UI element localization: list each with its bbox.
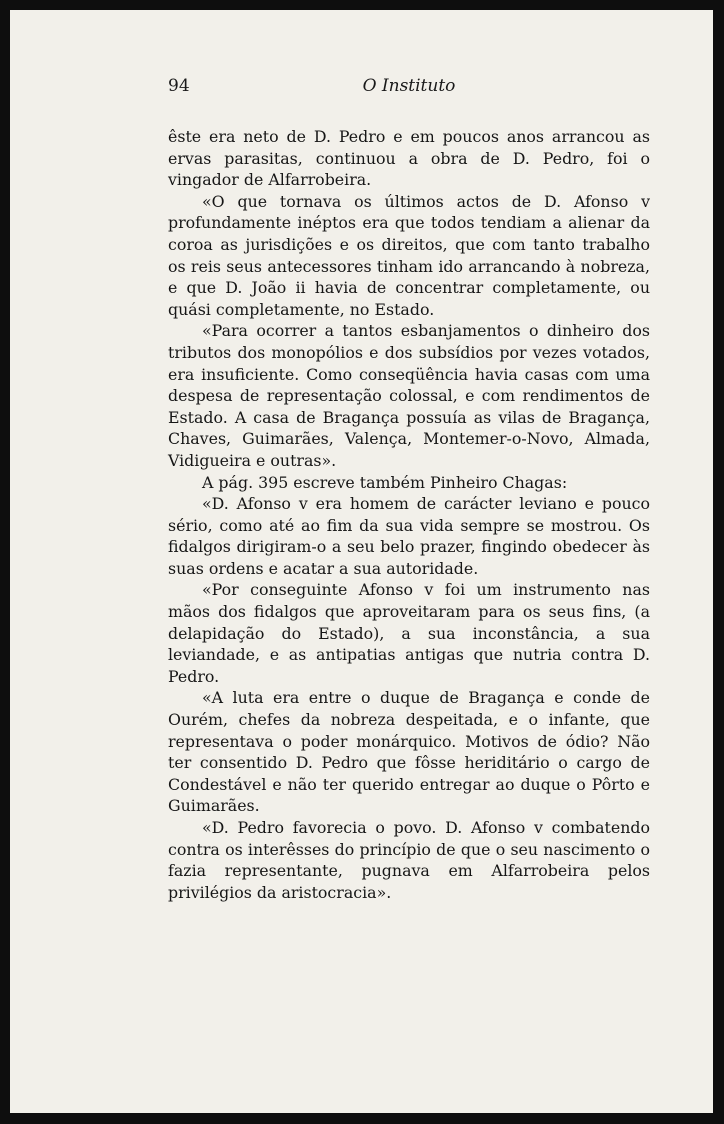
page-body [168, 126, 650, 903]
paragraph: «O que tornava os últimos actos de D. Afonso v profundamente inéptos era que todos tendiam a alienar da coroa as jurisdições e os direitos, que com tanto trabalho os reis seus antecessores tinham ido arrancando à nobreza, e que D. João ii havia de concentrar completamente, ou quási completamente, no Estado. [168, 191, 650, 319]
page-number: 94 [168, 76, 190, 96]
paragraph: «D. Afonso v era homem de carácter leviano e pouco sério, como até ao fim da sua vida sempre se mostrou. Os fidalgos dirigiram-o a seu belo prazer, fingindo obedecer às suas ordens e acatar a sua autoridade. [168, 494, 650, 578]
paragraph: «Para ocorrer a tantos esbanjamentos o dinheiro dos tributos dos monopólios e dos subsídios por vezes votados, era insuficiente. Como conseqüência havia casas com uma despesa de representação colossal, e com rendimentos de Estado. A casa de Bragança possuía as vilas de Bragança, Chaves, Guimarães, Valença, Montemer-o-Novo, Almada, Vidigueira e outras». [168, 321, 650, 470]
paragraph: «Por conseguinte Afonso v foi um instrumento nas mãos dos fidalgos que aproveitaram para os seus fins, (a delapidação do Estado), a sua inconstância, a sua leviandade, e as antipatias antigas que nutria contra D. Pedro. [168, 580, 650, 686]
page-header [168, 76, 650, 100]
paragraph-continuation: êste era neto de D. Pedro e em poucos anos arrancou as ervas parasitas, continuou a obra de D. Pedro, foi o vingador de Alfarrobeira. [168, 127, 650, 190]
paragraph: «A luta era entre o duque de Bragança e conde de Ourém, chefes da nobreza despeitada, e o infante, que representava o poder monárquico. Motivos de ódio? Não ter consentido D. Pedro que fôsse heriditário o cargo de Condestável e não ter querido entregar ao duque o Pôrto e Guimarães. [168, 688, 650, 816]
page-frame [10, 10, 713, 1113]
paragraph: A pág. 395 escreve também Pinheiro Chagas: [202, 472, 568, 492]
paragraph: «D. Pedro favorecia o povo. D. Afonso v combatendo contra os interêsses do princípio de que o seu nascimento o fazia representante, pugnava em Alfarrobeira pelos privilégios da aristocracia». [168, 818, 650, 902]
running-title: O Instituto [362, 76, 456, 96]
